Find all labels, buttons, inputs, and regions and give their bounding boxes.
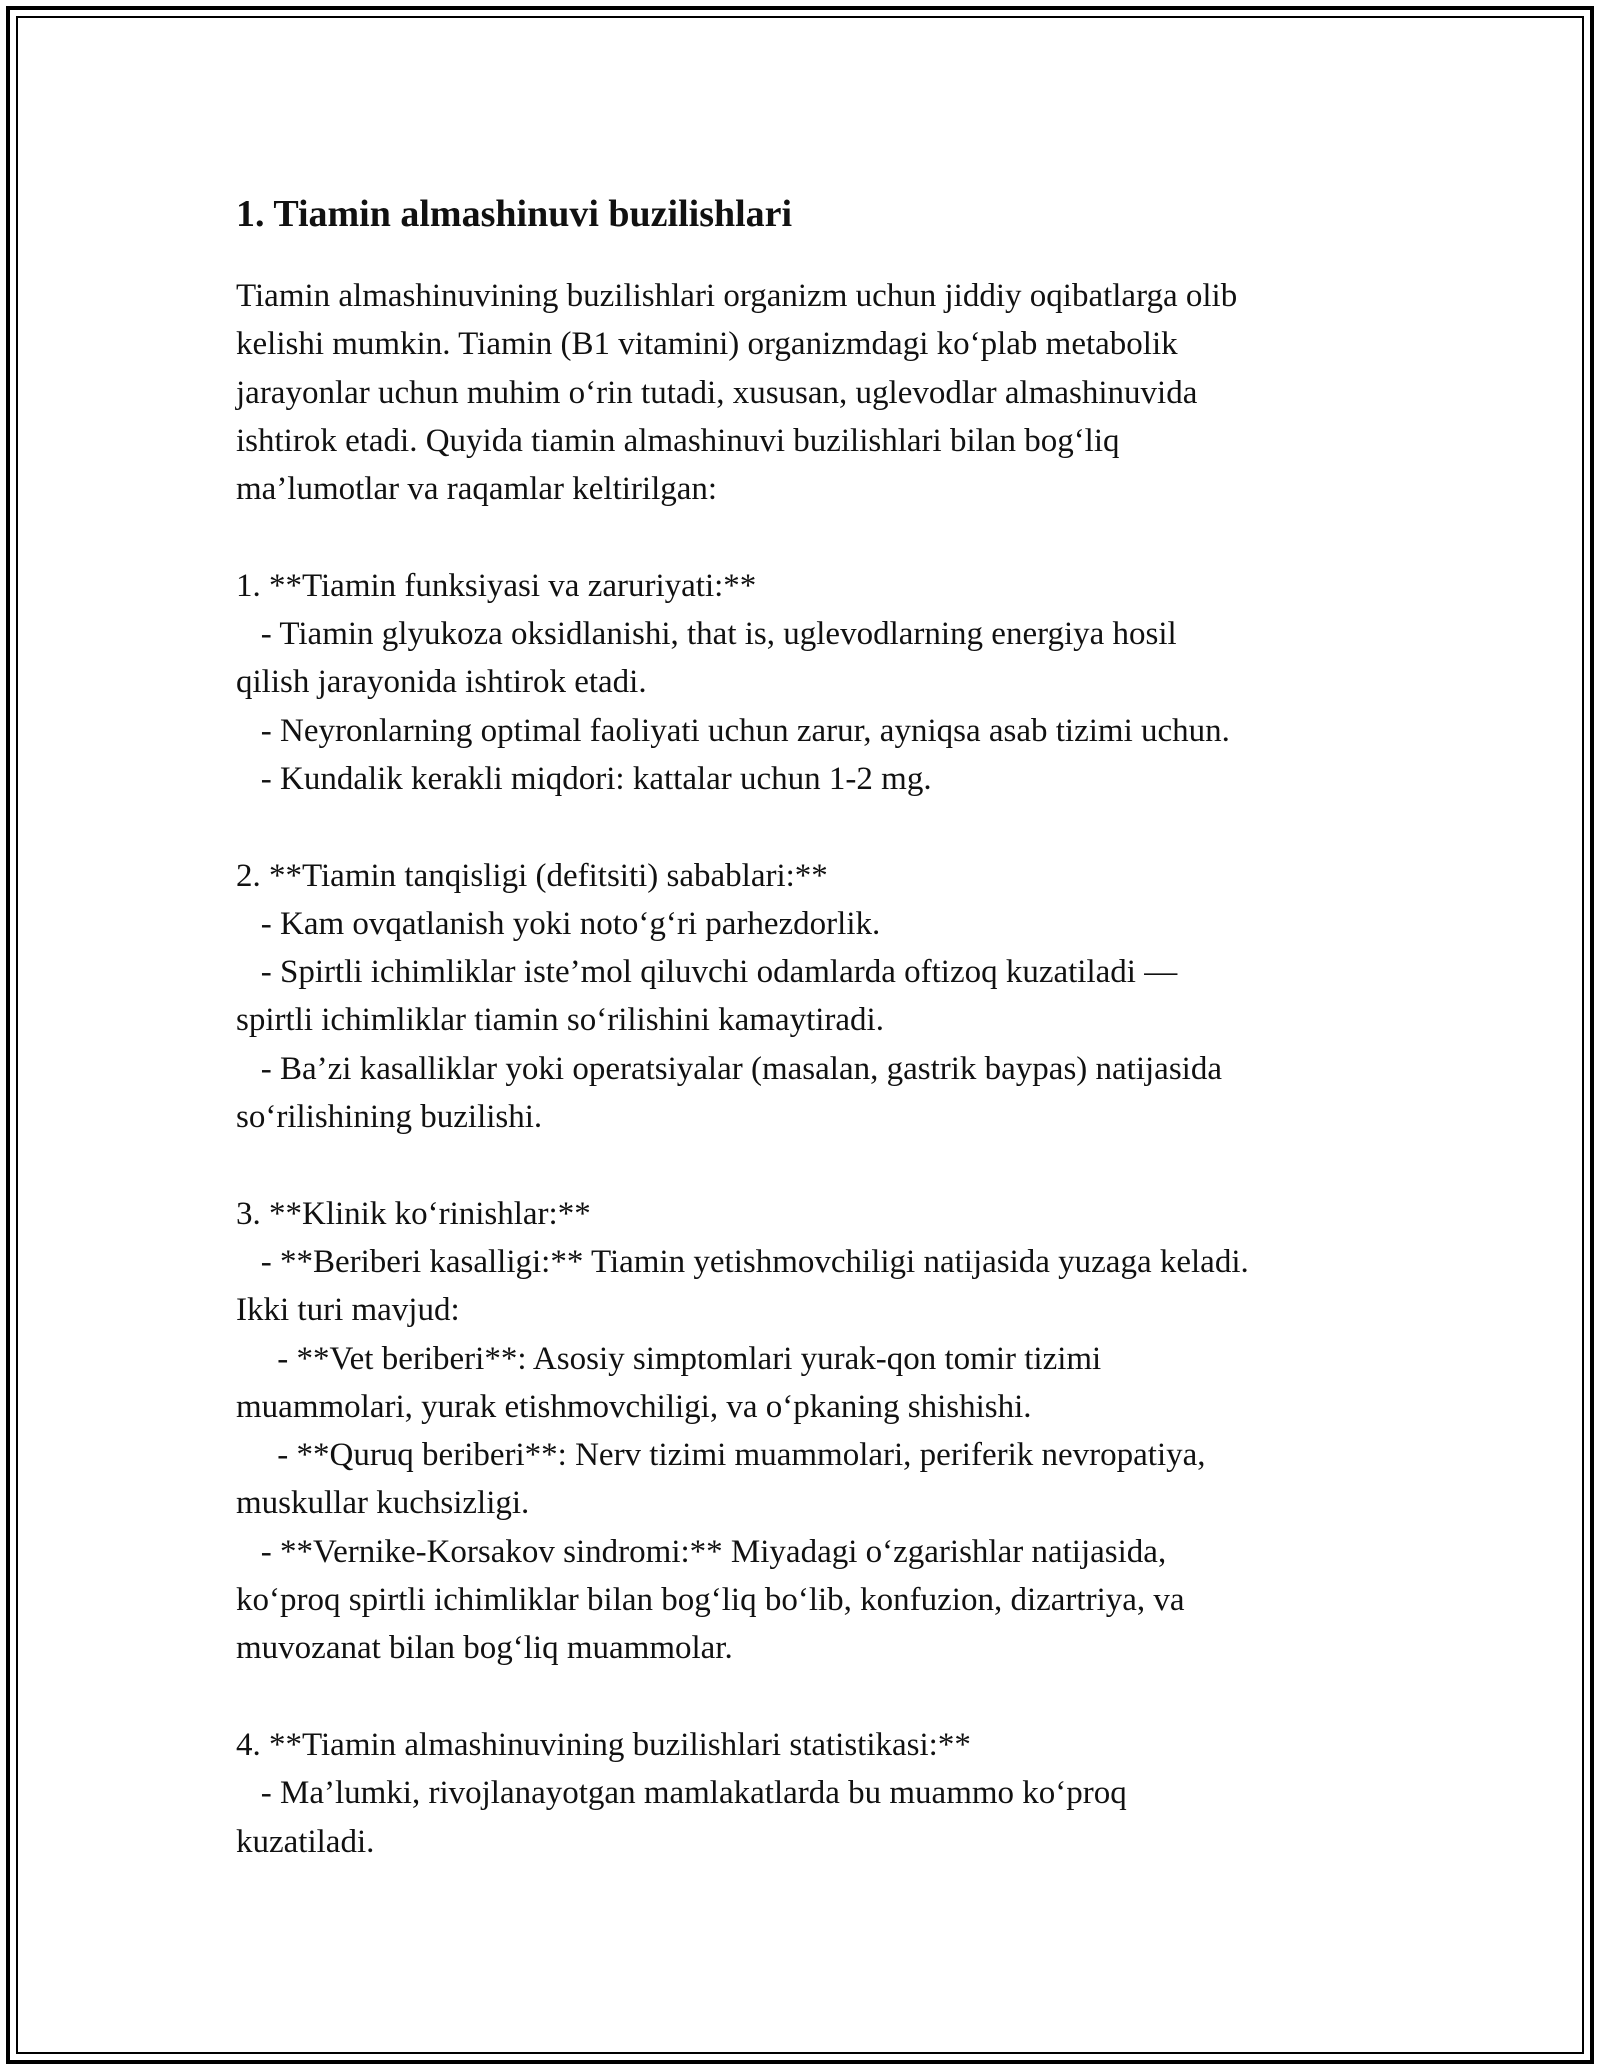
section-1-heading: 1. **Tiamin funksiyasi va zaruriyati:** [236,567,757,604]
section-3-heading: 3. **Klinik ko‘rinishlar:** [236,1195,591,1232]
intro-paragraph: Tiamin almashinuvining buzilishlari organizm uchun jiddiy oqibatlarga olib kelishi mumkin. Tiamin (B1 vitamini) organizmdagi ko‘plab metabolik jarayonlar uchun muhim o‘rin tutadi, xususan, uglevodlar almashinuvida ishtirok etadi. Quyida tiamin almashinuvi buzilishlari bilan bog‘liq ma’lumotlar va raqamlar keltirilgan: [236,278,1238,508]
document-title: 1. Tiamin almashinuvi buzilishlari [236,193,793,235]
section-1-body: - Tiamin glyukoza oksidlanishi, that is, uglevodlarning energiya hosil qilish jarayonida ishtirok etadi. - Neyronlarning optimal faoliyati uchun zarur, ayniqsa asab tizimi uchun. - Kundalik kerakli miqdori: kattalar uchun 1-2 mg. [236,616,1230,797]
section-4-body: - Ma’lumki, rivojlanayotgan mamlakatlarda bu muammo ko‘proq kuzatiladi. [236,1775,1127,1860]
section-2-body: - Kam ovqatlanish yoki noto‘g‘ri parhezdorlik. - Spirtli ichimliklar iste’mol qiluvchi odamlarda oftizoq kuzatiladi — spirtli ichimliklar tiamin so‘rilishini kamaytiradi. - Ba’zi kasalliklar yoki operatsiyalar (masalan, gastrik baypas) natijasida so‘rilishining buzilishi. [236,905,1222,1136]
section-4-heading: 4. **Tiamin almashinuvining buzilishlari statistikasi:** [236,1726,971,1763]
section-3-body: - **Beriberi kasalligi:** Tiamin yetishmovchiligi natijasida yuzaga keladi. Ikki turi mavjud: - **Vet beriberi**: Asosiy simptomlari yurak-qon tomir tizimi muammolari, yurak etishmovchiligi, va o‘pkaning shishishi. - **Quruq beriberi**: Nerv tizimi muammolari, periferik nevropatiya, muskullar kuchsizligi. - **Vernike-Korsakov sindromi:** Miyadagi o‘zgarishlar natijasida, ko‘proq spirtli ichimliklar bilan bog‘liq bo‘lib, konfuzion, dizartriya, va muvozanat bilan bog‘liq muammolar. [236,1243,1249,1667]
section-2-heading: 2. **Tiamin tanqisligi (defitsiti) sabablari:** [236,857,828,894]
document-content [236,186,1386,1866]
document-body [236,272,1386,1866]
